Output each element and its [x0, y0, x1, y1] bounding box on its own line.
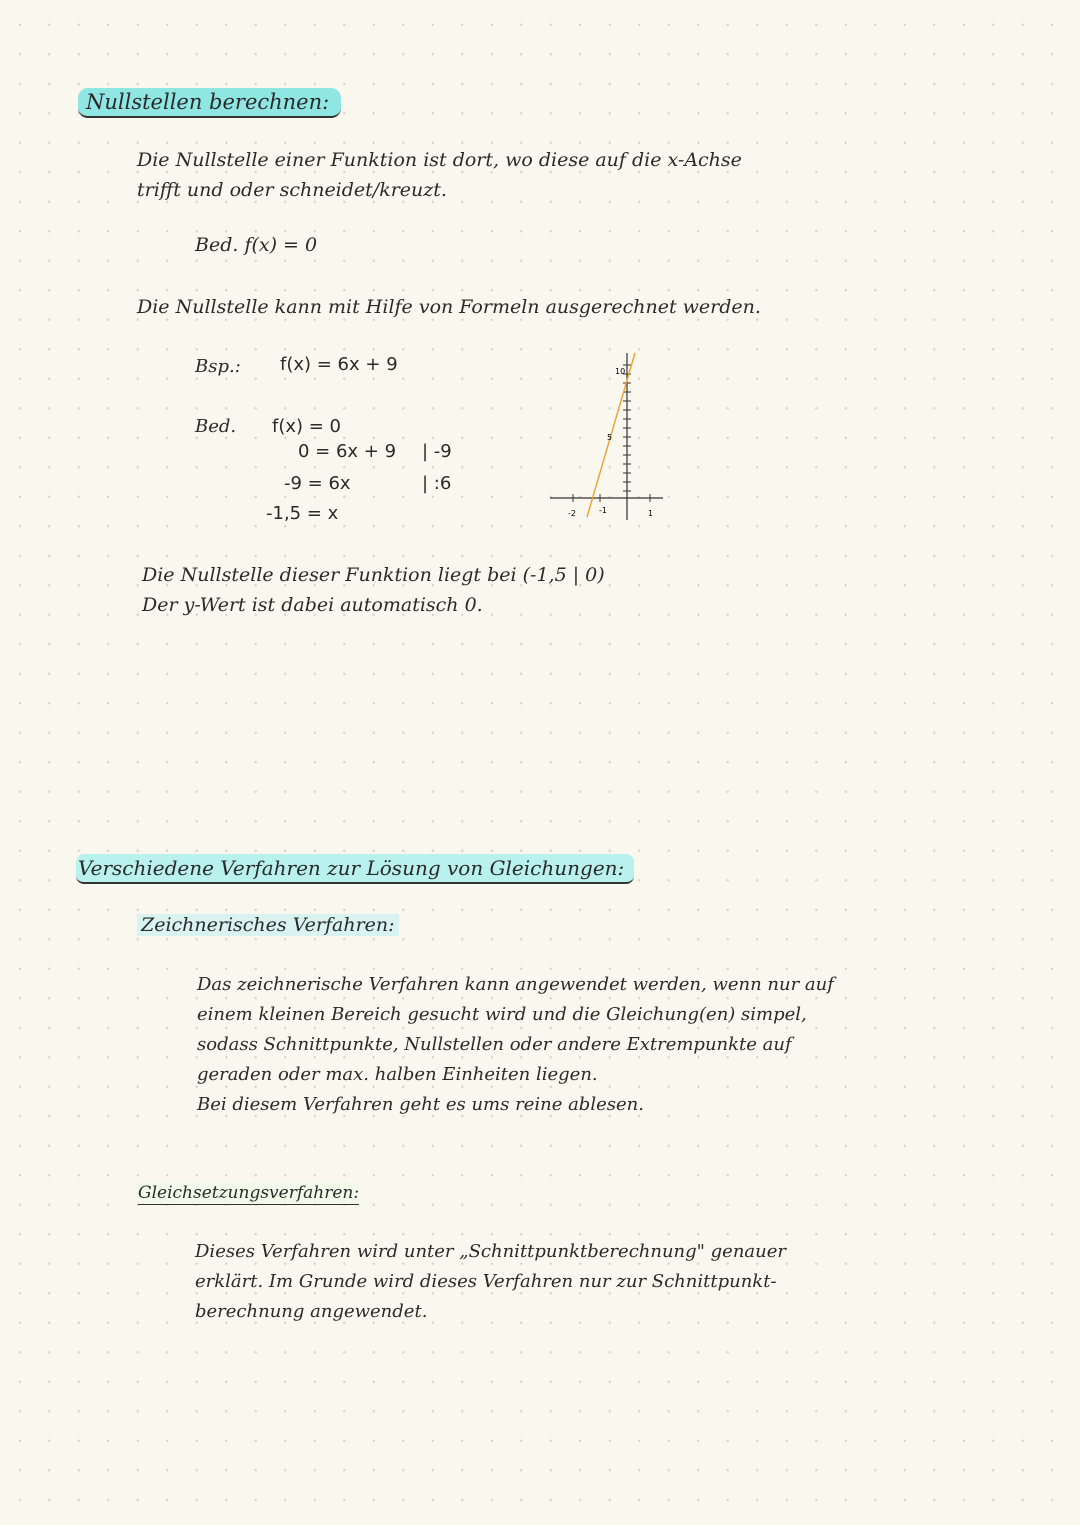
subheading-zeichnerisch — [137, 910, 399, 940]
example-label: Bsp.: — [195, 356, 241, 377]
definition-line-2: trifft und oder schneidet/kreuzt. — [137, 179, 447, 201]
formula-line: Die Nullstelle kann mit Hilfe von Formeln ausgerechnet werden. — [137, 296, 761, 318]
result-line-1: Die Nullstelle dieser Funktion liegt bei (-1,5 | 0) — [142, 564, 605, 586]
paragraph-gleichsetzung-3: berechnung angewendet. — [195, 1301, 428, 1322]
step-1: f(x) = 0 — [272, 416, 342, 437]
result-line-2: Der y-Wert ist dabei automatisch 0. — [142, 594, 483, 616]
tick-label-1: 1 — [648, 509, 654, 518]
paragraph-gleichsetzung-2: erklärt. Im Grunde wird dieses Verfahren nur zur Schnittpunkt- — [195, 1271, 777, 1292]
bed-label: Bed. — [195, 416, 237, 437]
definition-line-1: Die Nullstelle einer Funktion ist dort, wo diese auf die x-Achse — [137, 149, 742, 171]
subheading-gleichsetzung: Gleichsetzungsverfahren: — [138, 1183, 360, 1203]
tick-label-5: 5 — [607, 433, 613, 442]
paragraph-zeichnerisch-5: Bei diesem Verfahren geht es ums reine ablesen. — [197, 1094, 644, 1115]
paragraph-gleichsetzung-1: Dieses Verfahren wird unter „Schnittpunktberechnung" genauer — [195, 1241, 787, 1262]
condition-text: Bed. f(x) = 0 — [195, 234, 318, 256]
tick-label-10: 10 — [615, 367, 626, 376]
op-1: | -9 — [422, 441, 452, 462]
paragraph-zeichnerisch-4: geraden oder max. halben Einheiten liegen. — [197, 1064, 598, 1085]
paragraph-zeichnerisch-2: einem kleinen Bereich gesucht wird und die Gleichung(en) simpel, — [197, 1004, 807, 1025]
function-graph — [545, 345, 670, 525]
section-heading-nullstellen: Nullstellen berechnen: — [78, 88, 341, 118]
step-3: -9 = 6x — [284, 473, 351, 494]
step-2: 0 = 6x + 9 — [298, 441, 397, 462]
paragraph-zeichnerisch-3: sodass Schnittpunkte, Nullstellen oder andere Extrempunkte auf — [197, 1034, 792, 1055]
paragraph-zeichnerisch-1: Das zeichnerische Verfahren kann angewendet werden, wenn nur auf — [197, 974, 834, 995]
tick-label-minus-2: -2 — [568, 509, 576, 518]
tick-label-minus-1: -1 — [599, 506, 607, 515]
op-2: | :6 — [422, 473, 452, 494]
subheading-zeichnerisch-text: Zeichnerisches Verfahren: — [137, 914, 399, 936]
section-heading-verfahren: Verschiedene Verfahren zur Lösung von Gleichungen: — [76, 854, 634, 884]
example-function: f(x) = 6x + 9 — [280, 354, 398, 375]
step-4: -1,5 = x — [266, 503, 339, 524]
